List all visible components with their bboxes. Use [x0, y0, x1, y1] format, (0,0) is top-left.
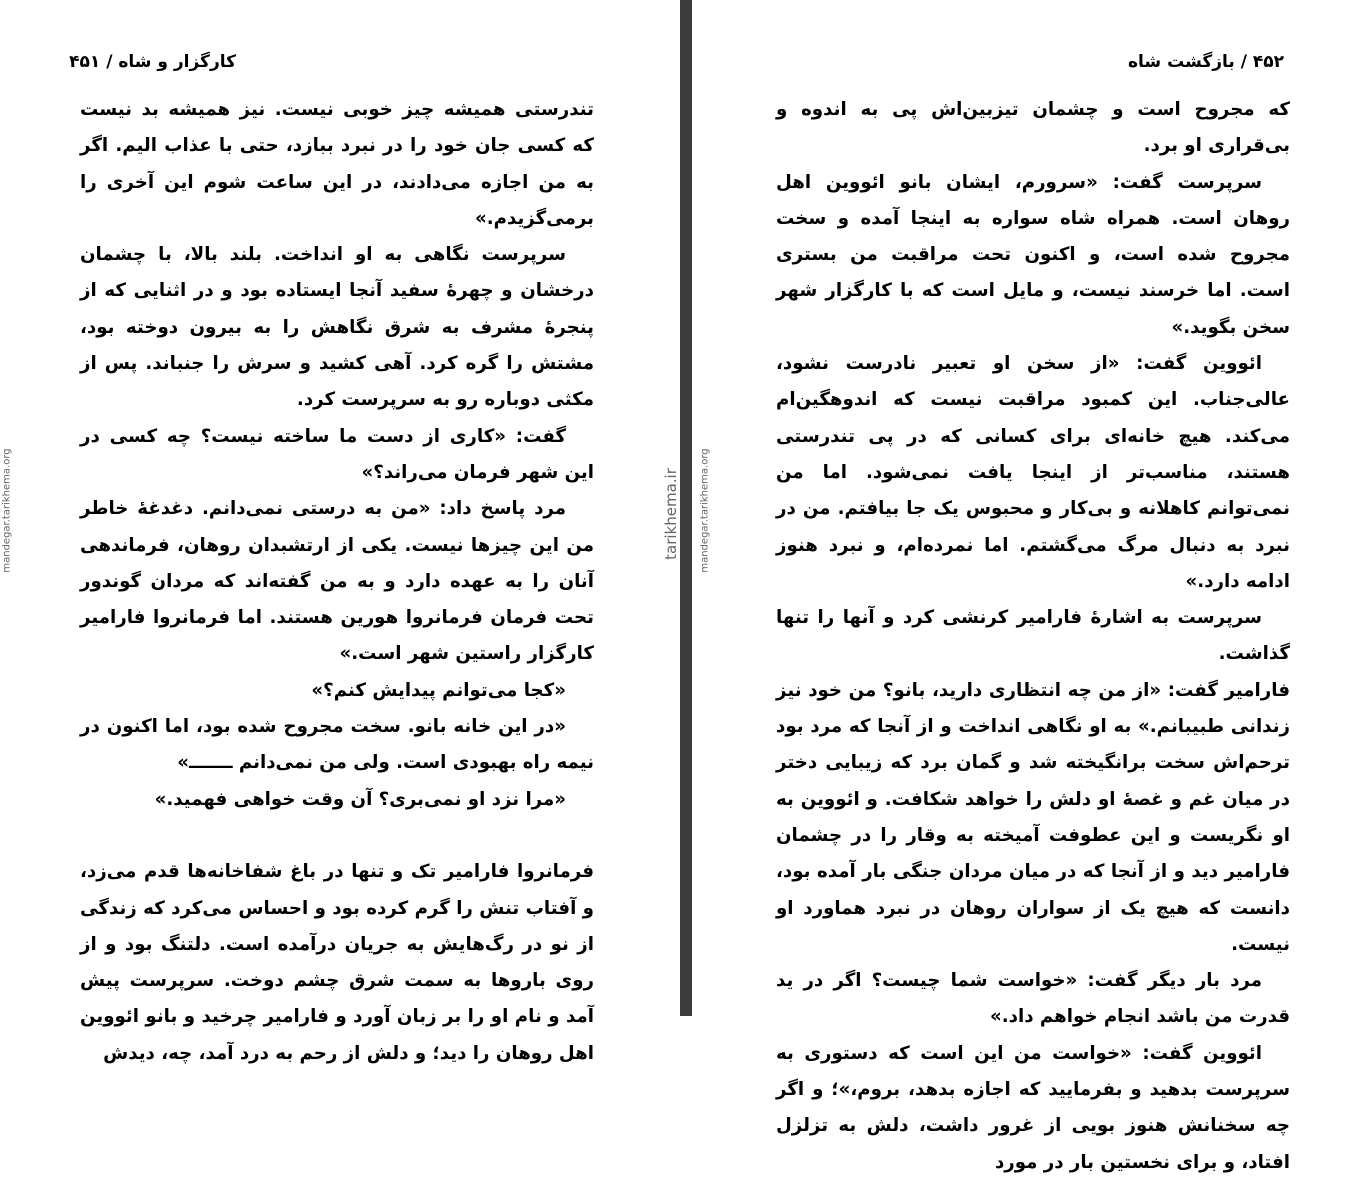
right-body-text	[776, 92, 1290, 1181]
section-break	[80, 818, 594, 854]
left-paragraph-4: مرد پاسخ داد: «من به درستی نمی‌دانم. دغدغهٔ خاطر من این چیزها نیست. یکی از ارتشبدان روهان، فرماندهی آنان را به عهده دارد و به من گفته‌اند که مردان گوندور تحت فرمان فرمانروا هورین هستند. اما فرمانروا فارامیر کارگزار راستین شهر است.»	[80, 498, 594, 665]
right-page	[692, 0, 1346, 1173]
right-of-center-watermark: mandegar.tarikhema.org	[699, 448, 711, 573]
center-watermark: tarikhema.ir	[662, 468, 680, 560]
left-body-text	[80, 92, 594, 1072]
right-paragraph-5: فارامیر گفت: «از من چه انتظاری دارید، بانو؟ من خود نیز زندانی طبیبانم.» به او نگاهی انداخت و از آنجا که مرد بود ترحم‌اش سخت برانگیخته شد و گمان برد که زیبایی دختر در میان غم و غصهٔ او دلش را خواهد شکافت. و ائووین به او نگریست و این عطوفت آمیخته به وقار را در چشمان فارامیر دید و از آنجا که در میان مردان جنگی بار آمده بود، دانست که هیچ یک از سواران روهان در نبرد هماورد او نیست.	[776, 679, 1290, 955]
left-paragraph-7: «مرا نزد او نمی‌بری؟ آن وقت خواهی فهمید.»	[154, 788, 566, 810]
right-paragraph-3: ائووین گفت: «از سخن او تعبیر نادرست نشود، عالی‌جناب. این کمبود مراقبت نیست که اندوهگین‌ام می‌کند. هیچ خانه‌ای برای کسانی که در پی تندرستی هستند، مناسب‌تر از اینجا یافت نمی‌شود. اما من نمی‌توانم کاهلانه و بی‌کار و محبوس یک جا بیافتم. من در نبرد به دنبال مرگ می‌گشتم. اما نمرده‌ام، و نبرد هنوز ادامه دارد.»	[776, 353, 1290, 592]
left-running-head: کارگزار و شاه / ۴۵۱	[69, 52, 236, 72]
left-paragraph-5: «کجا می‌توانم پیدایش کنم؟»	[311, 679, 566, 701]
left-page	[0, 0, 680, 1064]
left-paragraph-1: تندرستی همیشه چیز خوبی نیست. نیز همیشه بد نیست که کسی جان خود را در نبرد ببازد، حتی با عذاب الیم. اگر به من اجازه می‌دادند، در این ساعت شوم این آخری را برمی‌گزیدم.»	[80, 99, 594, 229]
left-paragraph-6: «در این خانه بانو. سخت مجروح شده بود، اما اکنون در نیمه راه بهبودی است. ولی من نمی‌دانم ـــــــ»	[80, 716, 594, 774]
right-paragraph-2: سرپرست گفت: «سرورم، ایشان بانو ائووین اهل روهان است. همراه شاه سواره به اینجا آمده و سخت مجروح شده است، و اکنون تحت مراقبت من بستری است. اما خرسند نیست، و مایل است که با کارگزار شهر سخن بگوید.»	[776, 171, 1290, 338]
right-running-head: ۴۵۲ / بازگشت شاه	[1128, 52, 1284, 72]
left-paragraph-8: فرمانروا فارامیر تک و تنها در باغ شفاخانه‌ها قدم می‌زد، و آفتاب تنش را گرم کرده بود و احساس می‌کرد که زندگی از نو در رگ‌هایش به جریان درآمده است. دلتنگ بود و از روی باروها به سمت شرق چشم دوخت. سرپرست پیش آمد و نام او را بر زبان آورد و فارامیر چرخید و بانو ائووین اهل روهان را دید؛ و دلش از رحم به درد آمد، چه، دیدش	[80, 861, 594, 1064]
book-spine	[680, 0, 692, 1016]
left-paragraph-2: سرپرست نگاهی به او انداخت. بلند بالا، با چشمان درخشان و چهرهٔ سفید آنجا ایستاده بود و در اثنایی که از پنجرهٔ مشرف به شرق نگاهش را به بیرون دوخته بود، مشتش را گره کرد. آهی کشید و سرش را جنباند. پس از مکثی دوباره رو به سرپرست کرد.	[80, 244, 594, 411]
left-paragraph-3: گفت: «کاری از دست ما ساخته نیست؟ چه کسی در این شهر فرمان می‌راند؟»	[80, 425, 594, 483]
right-paragraph-7: ائووین گفت: «خواست من این است که دستوری به سرپرست بدهید و بفرمایید که اجازه بدهد، بروم،»؛ و اگر چه سخنانش هنوز بویی از غرور داشت، دلش به تزلزل افتاد، و برای نخستین بار در مورد	[776, 1042, 1290, 1173]
right-paragraph-1: که مجروح است و چشمان تیزبین‌اش پی به اندوه و بی‌قراری او برد.	[776, 99, 1290, 157]
left-margin-watermark: mandegar.tarikhema.org	[1, 448, 13, 573]
right-paragraph-4: سرپرست به اشارهٔ فارامیر کرنشی کرد و آنها را تنها گذاشت.	[776, 607, 1290, 665]
right-paragraph-6: مرد بار دیگر گفت: «خواست شما چیست؟ اگر در ید قدرت من باشد انجام خواهم داد.»	[776, 970, 1290, 1028]
